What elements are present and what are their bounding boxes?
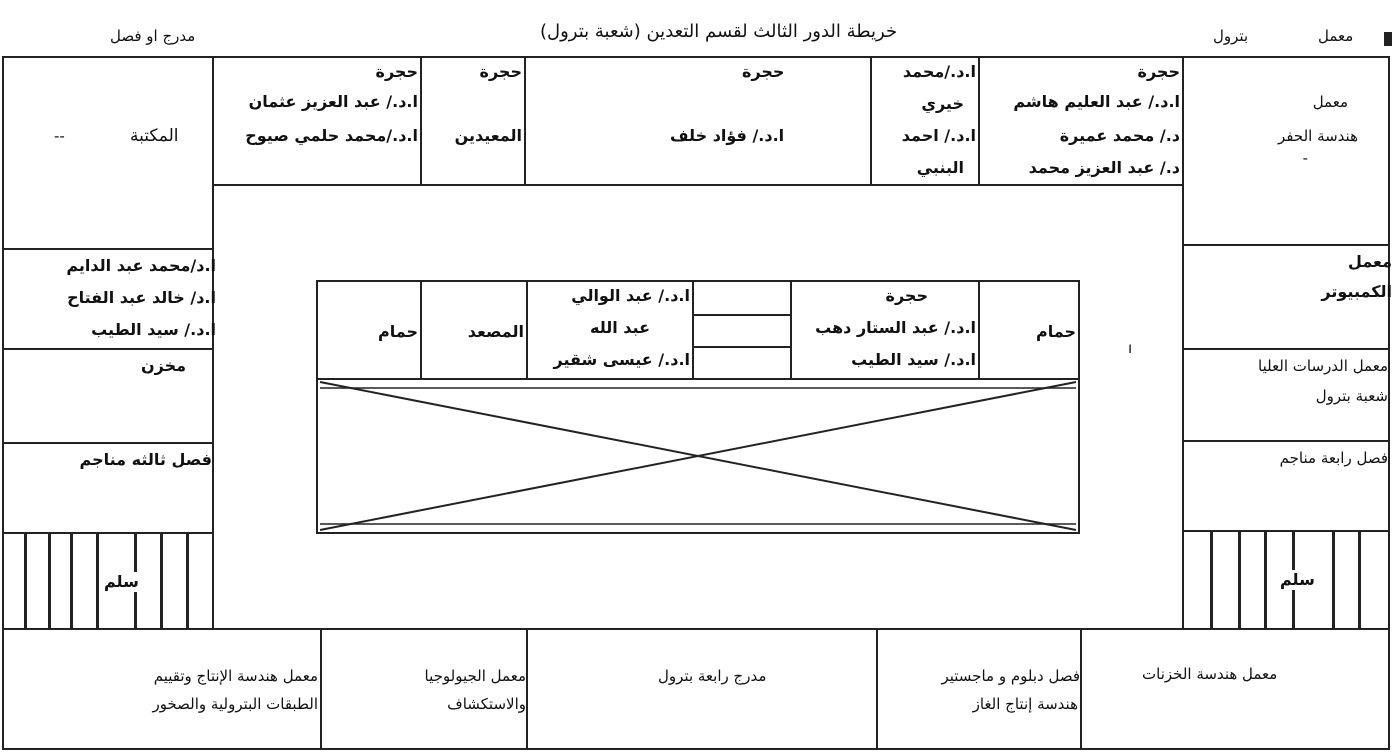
stair-step <box>1210 532 1213 628</box>
small-cell-3 <box>692 346 792 380</box>
office-room-a <box>212 56 422 186</box>
room-d-line3: ا.د./ احمد <box>901 126 976 145</box>
geology-lab-line1: معمل الجيولوجيا <box>424 667 526 685</box>
center-office-line3: ا.د./ عيسى شقير <box>553 350 690 369</box>
production-lab-line2: الطبقات البترولية والصخور <box>152 695 318 713</box>
diploma-line1: فصل دبلوم و ماجستير <box>941 667 1080 685</box>
grad-lab-line2: شعبة بترول <box>1315 387 1388 405</box>
office-room-e <box>978 56 1184 186</box>
computer-lab-room <box>1182 244 1390 350</box>
room-c-title: حجرة <box>742 62 785 81</box>
stair-step <box>1264 532 1267 628</box>
center-wc-right <box>978 280 1080 380</box>
center-office-room <box>526 280 694 380</box>
light-well <box>316 378 1080 534</box>
legend-amphi-label: مدرج او فصل <box>110 27 196 45</box>
left-stairs-label: سلم <box>104 572 139 591</box>
stray-mark: ı <box>1128 339 1133 357</box>
store-label: مخزن <box>140 356 186 375</box>
geology-lab-room <box>320 628 528 750</box>
reservoir-lab-room <box>1080 628 1390 750</box>
map-title: خريطة الدور الثالث لقسم التعدين (شعبة بترول) <box>540 21 898 42</box>
drilling-lab-room <box>1182 56 1390 246</box>
elevator-label: المصعد <box>467 322 524 341</box>
class4-label: فصل رابعة مناجم <box>1279 449 1388 467</box>
left-stairs <box>2 532 214 630</box>
computer-lab-line1: معمل <box>1348 252 1392 271</box>
amphitheatre-room <box>526 628 878 750</box>
center-wc-left <box>316 280 422 380</box>
grad-lab-room <box>1182 348 1390 442</box>
stair-step <box>24 534 27 628</box>
stair-step <box>1358 532 1361 628</box>
center-room-line1: ا.د./ عبد الستار دهب <box>815 318 976 337</box>
library-label: المكتبة <box>130 126 179 146</box>
stair-step <box>186 534 189 628</box>
production-lab-line1: معمل هندسة الإنتاج وتقييم <box>153 667 318 685</box>
production-lab-room <box>2 628 322 750</box>
stair-step <box>70 534 73 628</box>
stair-step <box>1238 532 1241 628</box>
library-room <box>2 56 214 250</box>
center-office-line1: ا.د./ عبد الوالي <box>571 286 690 305</box>
stair-step <box>1332 532 1335 628</box>
legend-lab-word-2: معمل <box>1318 27 1354 45</box>
center-room <box>790 280 980 380</box>
left-office-line1: ا.د/محمد عبد الدايم <box>66 256 216 275</box>
class4-room <box>1182 440 1390 532</box>
legend-swatch <box>1384 32 1392 46</box>
stair-step <box>96 534 99 628</box>
reservoir-lab-label: معمل هندسة الخزنات <box>1142 665 1278 683</box>
grad-lab-line1: معمل الدرسات العليا <box>1258 357 1388 375</box>
elevator-room <box>420 280 528 380</box>
library-mark: -- <box>54 127 65 145</box>
right-stairs-label: سلم <box>1280 570 1315 589</box>
diploma-class-room <box>876 628 1082 750</box>
left-office-line3: ا.د./ سيد الطيب <box>91 320 216 339</box>
left-office-room <box>2 248 214 350</box>
stair-step <box>160 534 163 628</box>
diploma-line2: هندسة إنتاج الغاز <box>972 695 1078 713</box>
room-a-title: حجرة <box>375 62 418 81</box>
room-e-line3: د./ عبد العزيز محمد <box>1028 158 1180 177</box>
room-e-line1: ا.د./ عبد العليم هاشم <box>1013 92 1180 111</box>
class3-room <box>2 442 214 534</box>
small-cell-2 <box>692 314 792 348</box>
class3-label: فصل ثالثه مناجم <box>79 450 212 469</box>
computer-lab-line2: الكمبيوتر <box>1321 282 1392 301</box>
room-d-line1: ا.د./محمد <box>902 62 976 81</box>
drilling-lab-line2: هندسة الحفر <box>1278 127 1358 145</box>
room-d-line2: خيري <box>921 94 964 113</box>
light-well-cross <box>318 380 1078 532</box>
office-room-d <box>870 56 980 186</box>
center-room-title: حجرة <box>885 286 928 305</box>
room-e-title: حجرة <box>1137 62 1180 81</box>
center-office-line2: عبد الله <box>590 318 650 337</box>
wc-right-label: حمام <box>1036 322 1076 341</box>
wc-left-label: حمام <box>378 322 418 341</box>
room-a-line2: ا.د./محمد حلمي صيوح <box>245 126 418 145</box>
office-room-c <box>524 56 872 186</box>
right-stairs <box>1182 530 1390 630</box>
room-c-line1: ا.د./ فؤاد خلف <box>670 126 785 145</box>
room-b-line1: المعيدين <box>454 126 522 145</box>
drilling-lab-line1: معمل <box>1312 93 1348 111</box>
stair-step <box>48 534 51 628</box>
room-b-title: حجرة <box>479 62 522 81</box>
center-room-line2: ا.د./ سيد الطيب <box>851 350 976 369</box>
small-cell-1 <box>692 280 792 316</box>
geology-lab-line2: والاستكشاف <box>447 695 526 713</box>
store-room <box>2 348 214 444</box>
office-room-b <box>420 56 526 186</box>
room-e-line2: د./ محمد عميرة <box>1059 126 1180 145</box>
amphitheatre-label: مدرج رابعة بترول <box>658 667 767 685</box>
drilling-lab-line3: - <box>1302 149 1308 167</box>
left-office-line2: ا.د/ خالد عبد الفتاح <box>67 288 216 307</box>
room-a-line1: ا.د./ عبد العزيز عثمان <box>248 92 418 111</box>
room-d-line4: البنبي <box>916 158 964 177</box>
legend-lab-word-1: بترول <box>1213 27 1249 45</box>
